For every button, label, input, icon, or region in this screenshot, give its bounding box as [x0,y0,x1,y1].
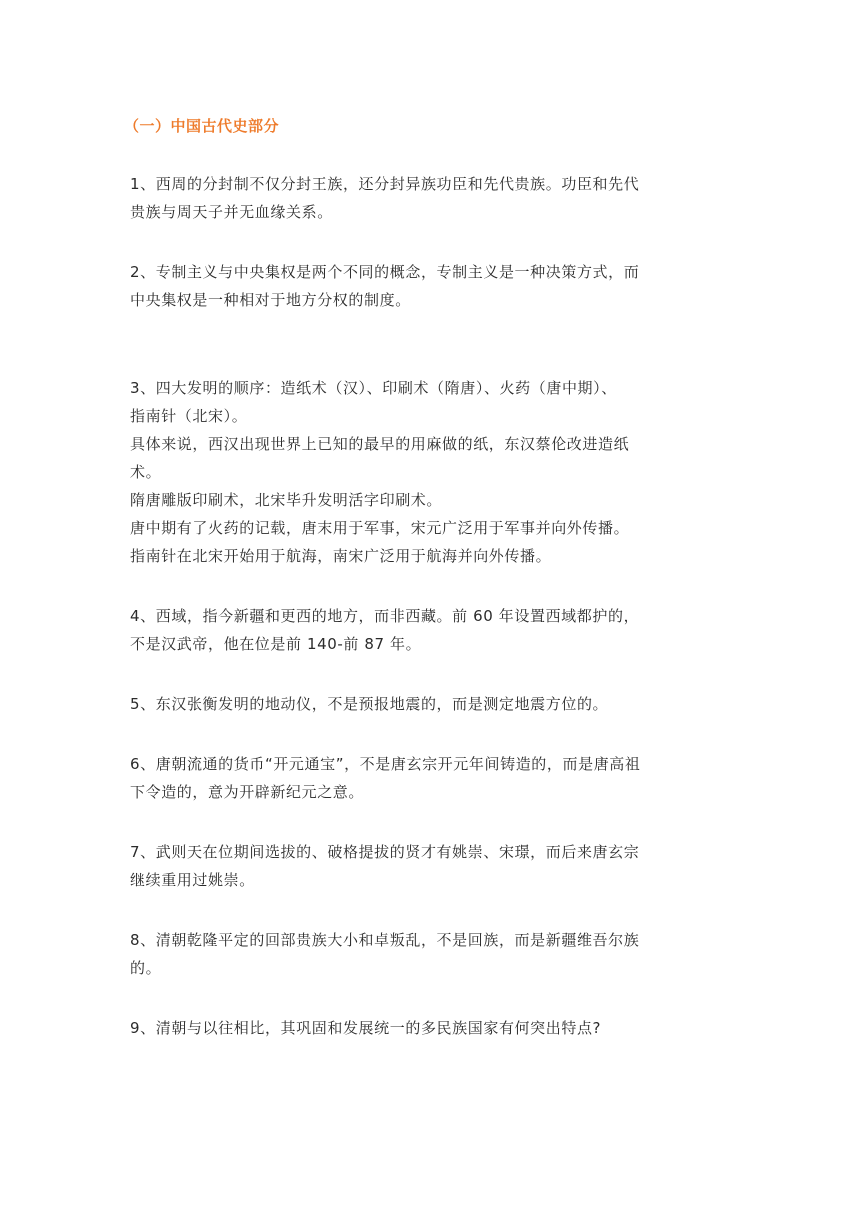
paragraph-line: 5、东汉张衡发明的地动仪，不是预报地震的，而是测定地震方位的。 [130,695,609,713]
paragraph-line: 的。 [130,959,162,977]
paragraph-line: 唐中期有了火药的记载，唐末用于军事，宋元广泛用于军事并向外传播。 [130,519,630,537]
paragraph-line: 7、武则天在位期间选拔的、破格提拔的贤才有姚崇、宋璟，而后来唐玄宗 [130,843,640,861]
paragraph-line: 下令造的，意为开辟新纪元之意。 [130,783,365,801]
paragraph-line: 中央集权是一种相对于地方分权的制度。 [130,291,411,309]
paragraph-line: 指南针在北宋开始用于航海，南宋广泛用于航海并向外传播。 [130,547,552,565]
paragraph-3 [130,374,730,570]
paragraph-line: 3、四大发明的顺序：造纸术（汉）、印刷术（隋唐）、火药（唐中期）、 [130,379,617,397]
paragraph-line: 不是汉武帝，他在位是前 140-前 87 年。 [130,635,422,653]
paragraph-line: 具体来说，西汉出现世界上已知的最早的用麻做的纸，东汉蔡伦改进造纸 [130,435,630,453]
paragraph-9 [130,1014,730,1042]
paragraph-8 [130,926,730,982]
paragraph-line: 8、清朝乾隆平定的回部贵族大小和卓叛乱，不是回族，而是新疆维吾尔族 [130,931,640,949]
paragraph-line: 隋唐雕版印刷术，北宋毕升发明活字印刷术。 [130,491,443,509]
paragraph-line: 指南针（北宋）。 [130,407,248,425]
paragraph-1 [130,170,730,226]
paragraph-line: 继续重用过姚崇。 [130,871,255,889]
paragraph-5 [130,690,730,718]
paragraph-7 [130,838,730,894]
paragraph-line: 9、清朝与以往相比，其巩固和发展统一的多民族国家有何突出特点? [130,1019,602,1037]
section-title: （一）中国古代史部分 [124,117,280,135]
document-page [124,112,730,1074]
paragraph-2 [130,258,730,314]
paragraph-line: 6、唐朝流通的货币“开元通宝”，不是唐玄宗开元年间铸造的，而是唐高祖 [130,755,641,773]
paragraph-line: 4、西域，指今新疆和更西的地方，而非西藏。前 60 年设置西域都护的， [130,607,640,625]
paragraph-4 [130,602,730,658]
paragraph-line: 2、专制主义与中央集权是两个不同的概念，专制主义是一种决策方式，而 [130,263,640,281]
paragraph-6 [130,750,730,806]
paragraph-line: 1、西周的分封制不仅分封王族，还分封异族功臣和先代贵族。功臣和先代 [130,175,640,193]
paragraph-line: 贵族与周天子并无血缘关系。 [130,203,333,221]
paragraph-line: 术。 [130,463,162,481]
